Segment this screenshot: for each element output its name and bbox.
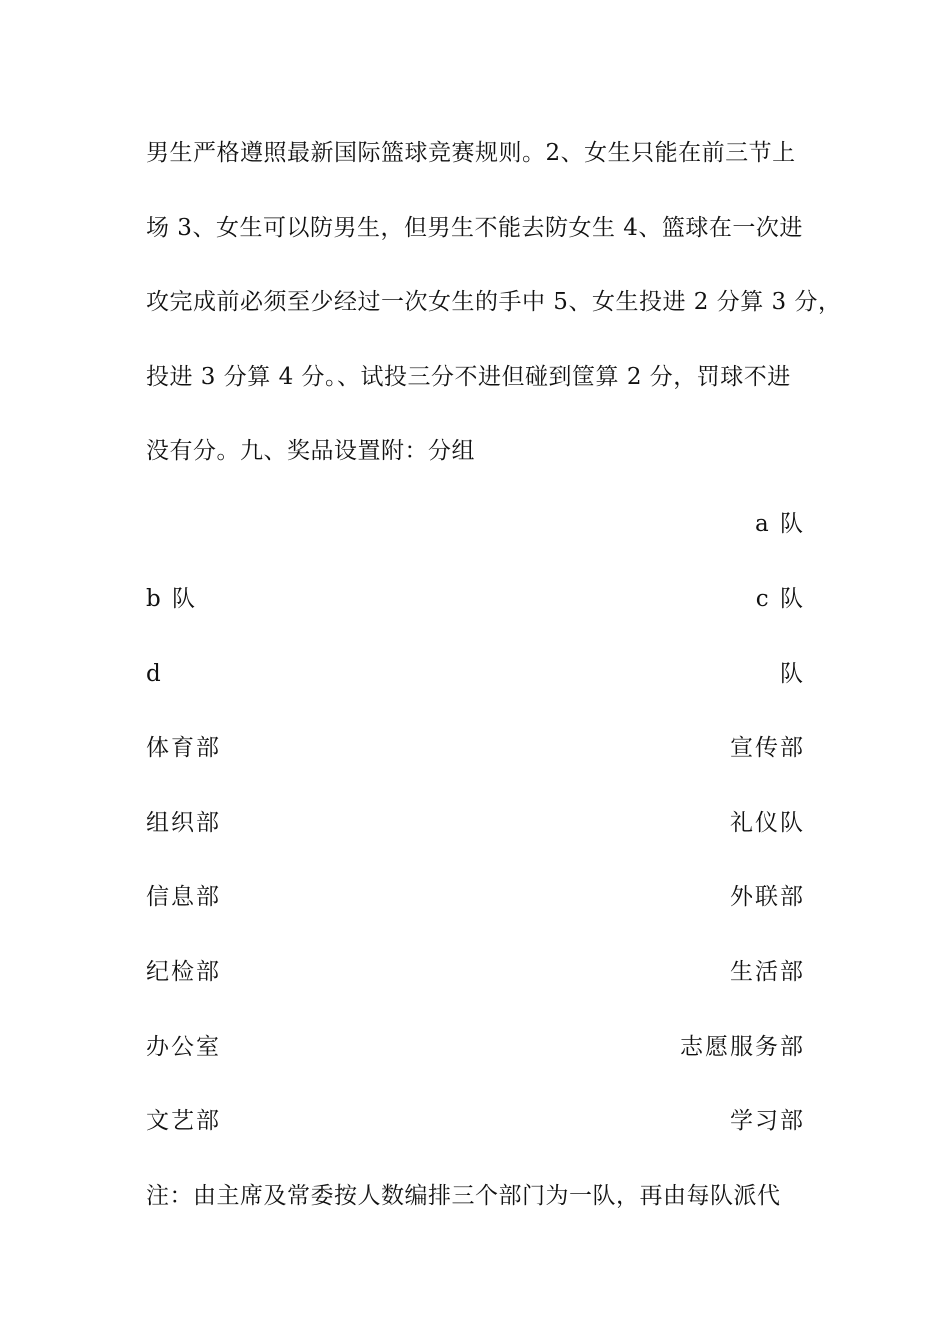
note-text: 注：由主席及常委按人数编排三个部门为一队，再由每队派代 <box>146 1183 781 1209</box>
team-row-b-c <box>146 579 805 619</box>
team-d-label: d <box>146 661 163 687</box>
department-left: 组织部 <box>146 810 221 836</box>
paragraph-line: 场 3、女生可以防男生，但男生不能去防女生 4、篮球在一次进 <box>146 214 803 241</box>
department-right: 外联部 <box>730 884 805 910</box>
department-row <box>146 952 805 992</box>
paragraph-line: 没有分。九、奖品设置附：分组 <box>146 438 475 464</box>
department-row <box>146 1101 805 1141</box>
team-c-label: c 队 <box>755 586 805 612</box>
team-b-label: b 队 <box>146 586 198 612</box>
team-row-a <box>146 504 805 544</box>
department-left: 信息部 <box>146 884 221 910</box>
rules-paragraph <box>146 116 842 489</box>
paragraph-line: 投进 3 分算 4 分。、试投三分不进但碰到筐算 2 分，罚球不进 <box>146 363 791 390</box>
department-right: 学习部 <box>730 1108 805 1134</box>
department-left: 体育部 <box>146 735 221 761</box>
department-row <box>146 728 805 768</box>
department-left: 文艺部 <box>146 1108 221 1134</box>
team-a-label: a 队 <box>754 511 805 537</box>
department-right: 宣传部 <box>730 735 805 761</box>
department-row <box>146 803 805 843</box>
paragraph-line: 攻完成前必须至少经过一次女生的手中 5、女生投进 2 分算 3 分， <box>146 289 842 315</box>
department-left: 办公室 <box>146 1034 221 1060</box>
department-left: 纪检部 <box>146 959 221 985</box>
department-row <box>146 1027 805 1067</box>
team-d-suffix: 队 <box>780 661 805 687</box>
paragraph-line: 男生严格遵照最新国际篮球竞赛规则。2、女生只能在前三节上 <box>146 140 796 166</box>
department-right: 礼仪队 <box>730 810 805 836</box>
team-row-d <box>146 654 805 694</box>
department-right: 志愿服务部 <box>680 1034 805 1060</box>
department-row <box>146 877 805 917</box>
department-right: 生活部 <box>730 959 805 985</box>
